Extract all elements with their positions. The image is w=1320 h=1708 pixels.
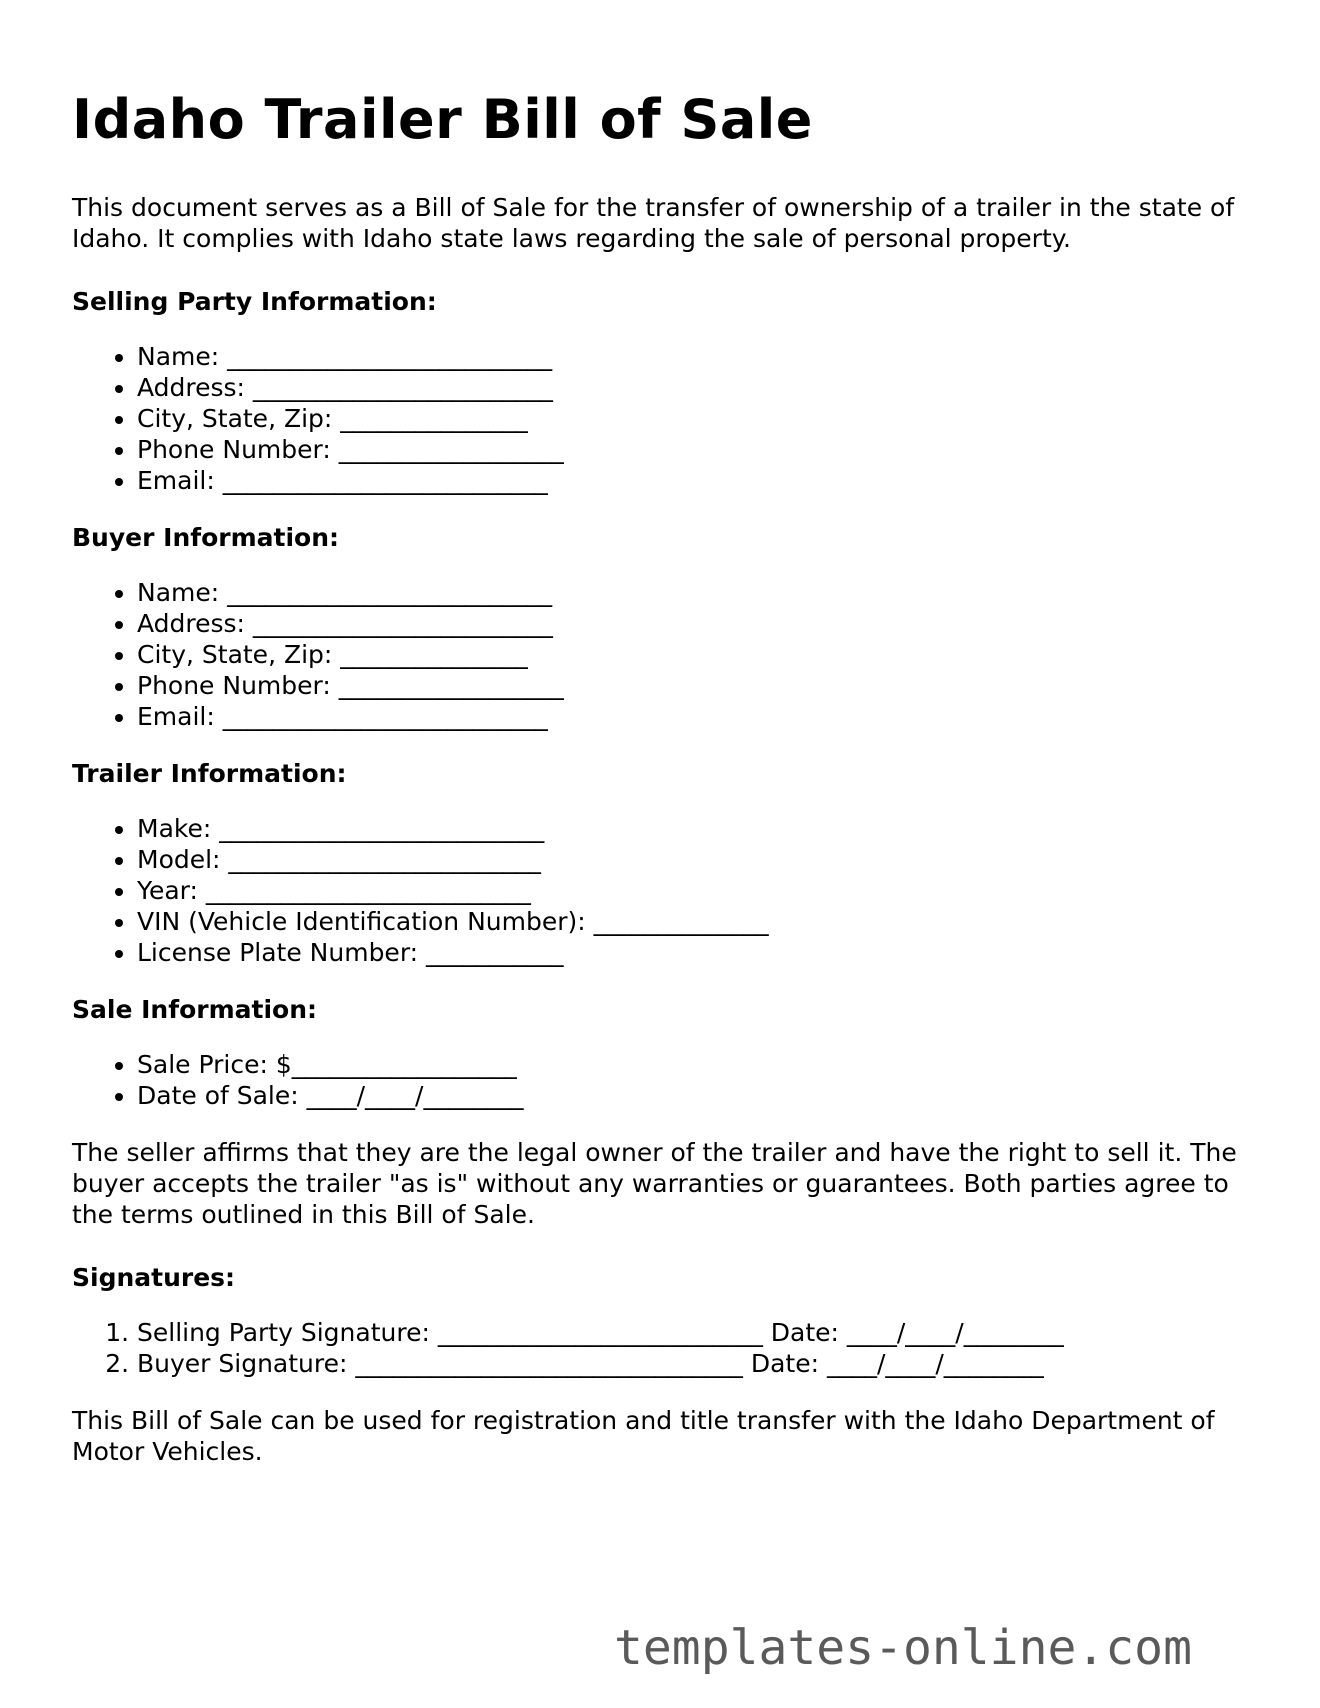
seller-name-field: • Name: __________________________ — [137, 341, 1252, 372]
signatures-list — [72, 1317, 1252, 1379]
trailer-year-field: • Year: __________________________ — [137, 875, 1252, 906]
buyer-fields-list — [72, 577, 1252, 732]
seller-fields-list — [72, 341, 1252, 496]
trailer-make-field: • Make: __________________________ — [137, 813, 1252, 844]
buyer-signature-line: 2. Buyer Signature: _______________________________ Date: ____/____/________ — [137, 1348, 1252, 1379]
trailer-license-plate-field: • License Plate Number: ___________ — [137, 937, 1252, 968]
seller-phone-field: • Phone Number: __________________ — [137, 434, 1252, 465]
seller-signature-line: 1. Selling Party Signature: __________________________ Date: ____/____/________ — [137, 1317, 1252, 1348]
seller-city-state-zip-field: • City, State, Zip: _______________ — [137, 403, 1252, 434]
buyer-section-heading: Buyer Information: — [72, 523, 340, 552]
intro-paragraph: This document serves as a Bill of Sale for the transfer of ownership of a trailer in the state of Idaho. It complies with Idaho state laws regarding the sale of personal property. — [72, 193, 1235, 253]
buyer-phone-field: • Phone Number: __________________ — [137, 670, 1252, 701]
buyer-email-field: • Email: __________________________ — [137, 701, 1252, 732]
trailer-model-field: • Model: _________________________ — [137, 844, 1252, 875]
trailer-section-heading: Trailer Information: — [72, 759, 347, 788]
affirmation-paragraph: The seller affirms that they are the legal owner of the trailer and have the right to sell it. The buyer accepts the trailer "as is" without any warranties or guarantees. Both parties agree to the terms outlined in this Bill of Sale. — [72, 1138, 1237, 1229]
sale-price-field: • Sale Price: $__________________ — [137, 1049, 1252, 1080]
seller-section-heading: Selling Party Information: — [72, 287, 437, 316]
document-title: Idaho Trailer Bill of Sale — [72, 88, 813, 151]
sale-date-field: • Date of Sale: ____/____/________ — [137, 1080, 1252, 1111]
sale-fields-list — [72, 1049, 1252, 1111]
site-watermark: templates-online.com — [614, 1620, 1192, 1676]
seller-address-field: • Address: ________________________ — [137, 372, 1252, 403]
closing-paragraph: This Bill of Sale can be used for registration and title transfer with the Idaho Department of Motor Vehicles. — [72, 1406, 1215, 1466]
document-page — [72, 88, 1252, 1499]
trailer-vin-field: • VIN (Vehicle Identification Number): ______________ — [137, 906, 1252, 937]
trailer-fields-list — [72, 813, 1252, 968]
sale-section-heading: Sale Information: — [72, 995, 317, 1024]
seller-email-field: • Email: __________________________ — [137, 465, 1252, 496]
buyer-name-field: • Name: __________________________ — [137, 577, 1252, 608]
signatures-section-heading: Signatures: — [72, 1263, 236, 1292]
buyer-address-field: • Address: ________________________ — [137, 608, 1252, 639]
buyer-city-state-zip-field: • City, State, Zip: _______________ — [137, 639, 1252, 670]
